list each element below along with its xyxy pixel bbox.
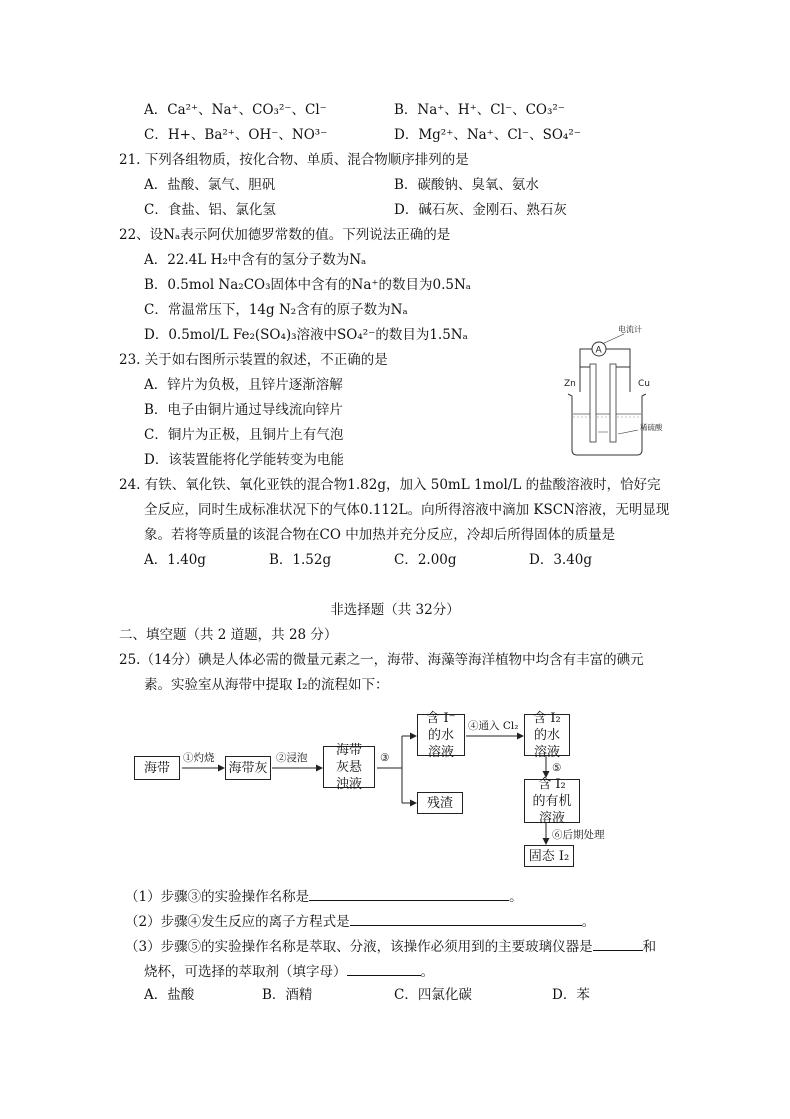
flow-arrow-label-5: ⑤ bbox=[552, 762, 562, 774]
q22-option-c: C．常温常压下，14g N₂含有的原子数为Nₐ bbox=[144, 302, 408, 318]
q25-option-a: A．盐酸 bbox=[144, 987, 195, 1003]
q21-option-a: A．盐酸、氯气、胆矾 bbox=[144, 177, 276, 193]
answer-blank-1[interactable] bbox=[309, 886, 509, 901]
cu-label: Cu bbox=[638, 379, 650, 389]
q24-option-a: A．1.40g bbox=[144, 552, 206, 568]
q24-line3: 象。若将等质量的该混合物在CO 中加热并充分反应，冷却后所得固体的质量是 bbox=[144, 527, 616, 543]
q20-option-a: A．Ca²⁺、Na⁺、CO₃²⁻、Cl⁻ bbox=[144, 102, 327, 118]
answer-blank-4[interactable] bbox=[347, 961, 421, 976]
flow-arrow-label-3: ③ bbox=[380, 752, 390, 764]
q21-option-b: B．碳酸钠、臭氧、氨水 bbox=[394, 177, 539, 193]
q25-option-c: C．四氯化碳 bbox=[394, 987, 472, 1003]
q25-option-d: D．苯 bbox=[552, 987, 590, 1003]
q22-option-a: A．22.4L H₂中含有的氢分子数为Nₐ bbox=[144, 252, 367, 268]
q22-stem: 22、设Nₐ表示阿伏加德罗常数的值。下列说法正确的是 bbox=[119, 227, 451, 243]
q25-subquestion-2: （2）步骤④发生反应的离子方程式是 。 bbox=[125, 911, 595, 931]
section-title: 非选择题（共 32分） bbox=[330, 602, 460, 618]
q24-option-c: C．2.00g bbox=[394, 552, 457, 568]
flow-arrow-label-6: ⑥后期处理 bbox=[552, 829, 605, 841]
q22-option-b: B．0.5mol Na₂CO₃固体中含有的Na⁺的数目为0.5Nₐ bbox=[144, 277, 471, 293]
q21-option-c: C．食盐、铝、氯化氢 bbox=[144, 202, 276, 218]
q25-subquestion-3: （3）步骤⑤的实验操作名称是萃取、分液，该操作必须用到的主要玻璃仪器是 和 bbox=[125, 936, 656, 956]
flow-arrow-label-4: ④通入 Cl₂ bbox=[468, 720, 519, 732]
q23-option-c: C．铜片为正极，且铜片上有气泡 bbox=[144, 427, 344, 443]
zn-label: Zn bbox=[564, 379, 576, 389]
copper-electrode bbox=[610, 364, 616, 442]
q25-line1: 25.（14分）碘是人体必需的微量元素之一，海带、海藻等海洋植物中均含有丰富的碘元 bbox=[119, 652, 644, 668]
ammeter-label: 电流计 bbox=[618, 325, 642, 334]
answer-blank-2[interactable] bbox=[350, 911, 582, 926]
q21-option-d: D．碱石灰、金刚石、熟石灰 bbox=[394, 202, 567, 218]
answer-blank-3[interactable] bbox=[593, 936, 643, 951]
flow-box-iodide-solution: 含 I⁻的水溶液 bbox=[417, 714, 465, 756]
q21-stem: 21. 下列各组物质，按化合物、单质、混合物顺序排列的是 bbox=[119, 152, 469, 168]
flow-arrow-label-2: ②浸泡 bbox=[276, 752, 308, 764]
flow-arrow-label-1: ①灼烧 bbox=[183, 752, 215, 764]
q23-option-a: A．锌片为负极，且锌片逐渐溶解 bbox=[144, 377, 343, 393]
q24-line1: 24. 有铁、氧化铁、氧化亚铁的混合物1.82g，加入 50mL 1mol/L 的盐酸溶液时，恰好完 bbox=[119, 477, 661, 493]
flow-box-iodine-organic: 含 I₂ 的有机溶液 bbox=[524, 779, 580, 823]
q23-option-d: D．该装置能将化学能转变为电能 bbox=[144, 452, 344, 468]
sulfuric-acid-label: 稀硫酸 bbox=[640, 423, 663, 432]
svg-text:A: A bbox=[595, 345, 602, 356]
q23-stem: 23. 关于如右图所示装置的叙述，不正确的是 bbox=[119, 352, 388, 368]
flow-box-seaweed-ash: 海带灰 bbox=[225, 756, 271, 780]
flow-box-residue: 残渣 bbox=[417, 792, 463, 814]
q24-option-d: D．3.40g bbox=[529, 552, 593, 568]
q25-subquestion-3-cont: 烧杯，可选择的萃取剂（填字母） 。 bbox=[144, 961, 434, 981]
galvanic-cell-figure bbox=[560, 322, 670, 462]
q25-line2: 素。实验室从海带中提取 I₂的流程如下： bbox=[144, 677, 389, 693]
flow-box-iodine-aqueous: 含 I₂ 的水溶液 bbox=[524, 714, 570, 756]
q24-option-b: B．1.52g bbox=[269, 552, 332, 568]
q20-option-d: D．Mg²⁺、Na⁺、Cl⁻、SO₄²⁻ bbox=[394, 127, 581, 143]
q22-option-d: D．0.5mol/L Fe₂(SO₄)₃溶液中SO₄²⁻的数目为1.5Nₐ bbox=[144, 327, 468, 343]
q20-option-c: C．H+、Ba²⁺、OH⁻、NO³⁻ bbox=[144, 127, 328, 143]
q25-option-b: B．酒精 bbox=[262, 987, 313, 1003]
zinc-electrode bbox=[590, 364, 596, 442]
q24-line2: 全反应，同时生成标准状况下的气体0.112L。向所得溶液中滴加 KSCN溶液，无明显现 bbox=[144, 502, 670, 518]
q23-option-b: B．电子由铜片通过导线流向锌片 bbox=[144, 402, 343, 418]
flow-box-seaweed: 海带 bbox=[134, 756, 180, 780]
q20-option-b: B．Na⁺、H⁺、Cl⁻、CO₃²⁻ bbox=[394, 102, 565, 118]
flow-box-ash-suspension: 海带灰悬浊液 bbox=[323, 746, 375, 788]
flow-box-solid-iodine: 固态 I₂ bbox=[524, 845, 574, 867]
part2-title: 二、填空题（共 2 道题，共 28 分） bbox=[119, 627, 338, 643]
q25-subquestion-1: （1）步骤③的实验操作名称是 。 bbox=[125, 886, 523, 906]
